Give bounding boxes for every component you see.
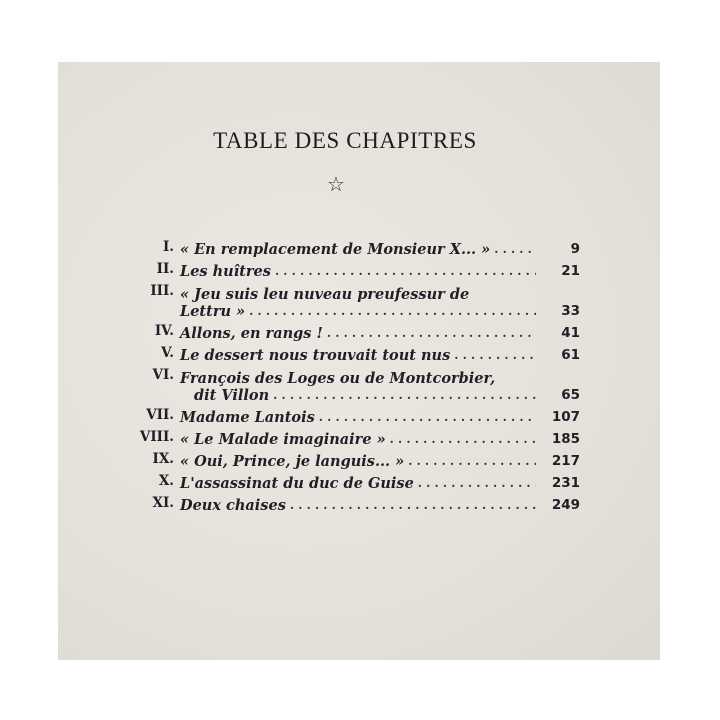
page-number: 33 [561, 303, 580, 319]
dot-leader [319, 409, 536, 426]
page-number: 9 [570, 241, 580, 257]
star-ornament-icon: ☆ [327, 172, 345, 196]
chapter-number: X. [158, 473, 174, 489]
chapter-title: Allons, en rangs ! [180, 325, 323, 342]
toc-entry [118, 448, 580, 470]
dot-leader [327, 325, 536, 342]
page-number: 65 [561, 387, 580, 403]
toc-entry [118, 280, 580, 320]
chapter-title: « En remplacement de Monsieur X... » [180, 241, 491, 258]
dot-leader [290, 497, 536, 514]
table-of-contents [118, 236, 580, 514]
page-number: 249 [551, 497, 580, 513]
page-number: 21 [561, 263, 580, 279]
dot-leader [408, 453, 536, 470]
chapter-title: François des Loges ou de Montcorbier, [180, 370, 496, 387]
toc-entry [118, 342, 580, 364]
chapter-number: XI. [152, 495, 174, 511]
page-number: 41 [561, 325, 580, 341]
chapter-title: Les huîtres [180, 263, 271, 280]
toc-entry [118, 492, 580, 514]
chapter-number: IV. [154, 323, 174, 339]
chapter-title: « Jeu suis leu nuveau preufessur de [180, 286, 470, 303]
chapter-number: III. [150, 283, 174, 299]
chapter-number: I. [162, 239, 174, 255]
chapter-title-continued: dit Villon [194, 387, 270, 404]
toc-entry [118, 426, 580, 448]
toc-entry [118, 236, 580, 258]
chapter-number: II. [156, 261, 174, 277]
chapter-number: VI. [152, 367, 174, 383]
chapter-title: Le dessert nous trouvait tout nus [180, 347, 451, 364]
chapter-title: « Le Malade imaginaire » [180, 431, 386, 448]
page-number: 231 [551, 475, 580, 491]
chapter-number: VIII. [139, 429, 174, 445]
page-title: TABLE DES CHAPITRES [213, 128, 477, 153]
chapter-title: « Oui, Prince, je languis... » [180, 453, 405, 470]
dot-leader [249, 303, 536, 320]
chapter-number: VII. [146, 407, 174, 423]
toc-entry [118, 470, 580, 492]
chapter-title-continued: Lettru » [180, 303, 246, 320]
dot-leader [273, 387, 536, 404]
dot-leader [390, 431, 536, 448]
dot-leader [275, 263, 536, 280]
page-number: 217 [551, 453, 580, 469]
dot-leader [418, 475, 536, 492]
toc-entry [118, 258, 580, 280]
toc-entry [118, 364, 580, 404]
chapter-title: L'assassinat du duc de Guise [180, 475, 414, 492]
page-number: 61 [561, 347, 580, 363]
chapter-number: V. [161, 345, 174, 361]
dot-leader [494, 241, 536, 258]
toc-entry [118, 320, 580, 342]
chapter-title: Madame Lantois [180, 409, 315, 426]
page-number: 107 [551, 409, 580, 425]
toc-entry [118, 404, 580, 426]
dot-leader [454, 347, 536, 364]
page-number: 185 [551, 431, 580, 447]
chapter-title: Deux chaises [180, 497, 286, 514]
chapter-number: IX. [152, 451, 174, 467]
